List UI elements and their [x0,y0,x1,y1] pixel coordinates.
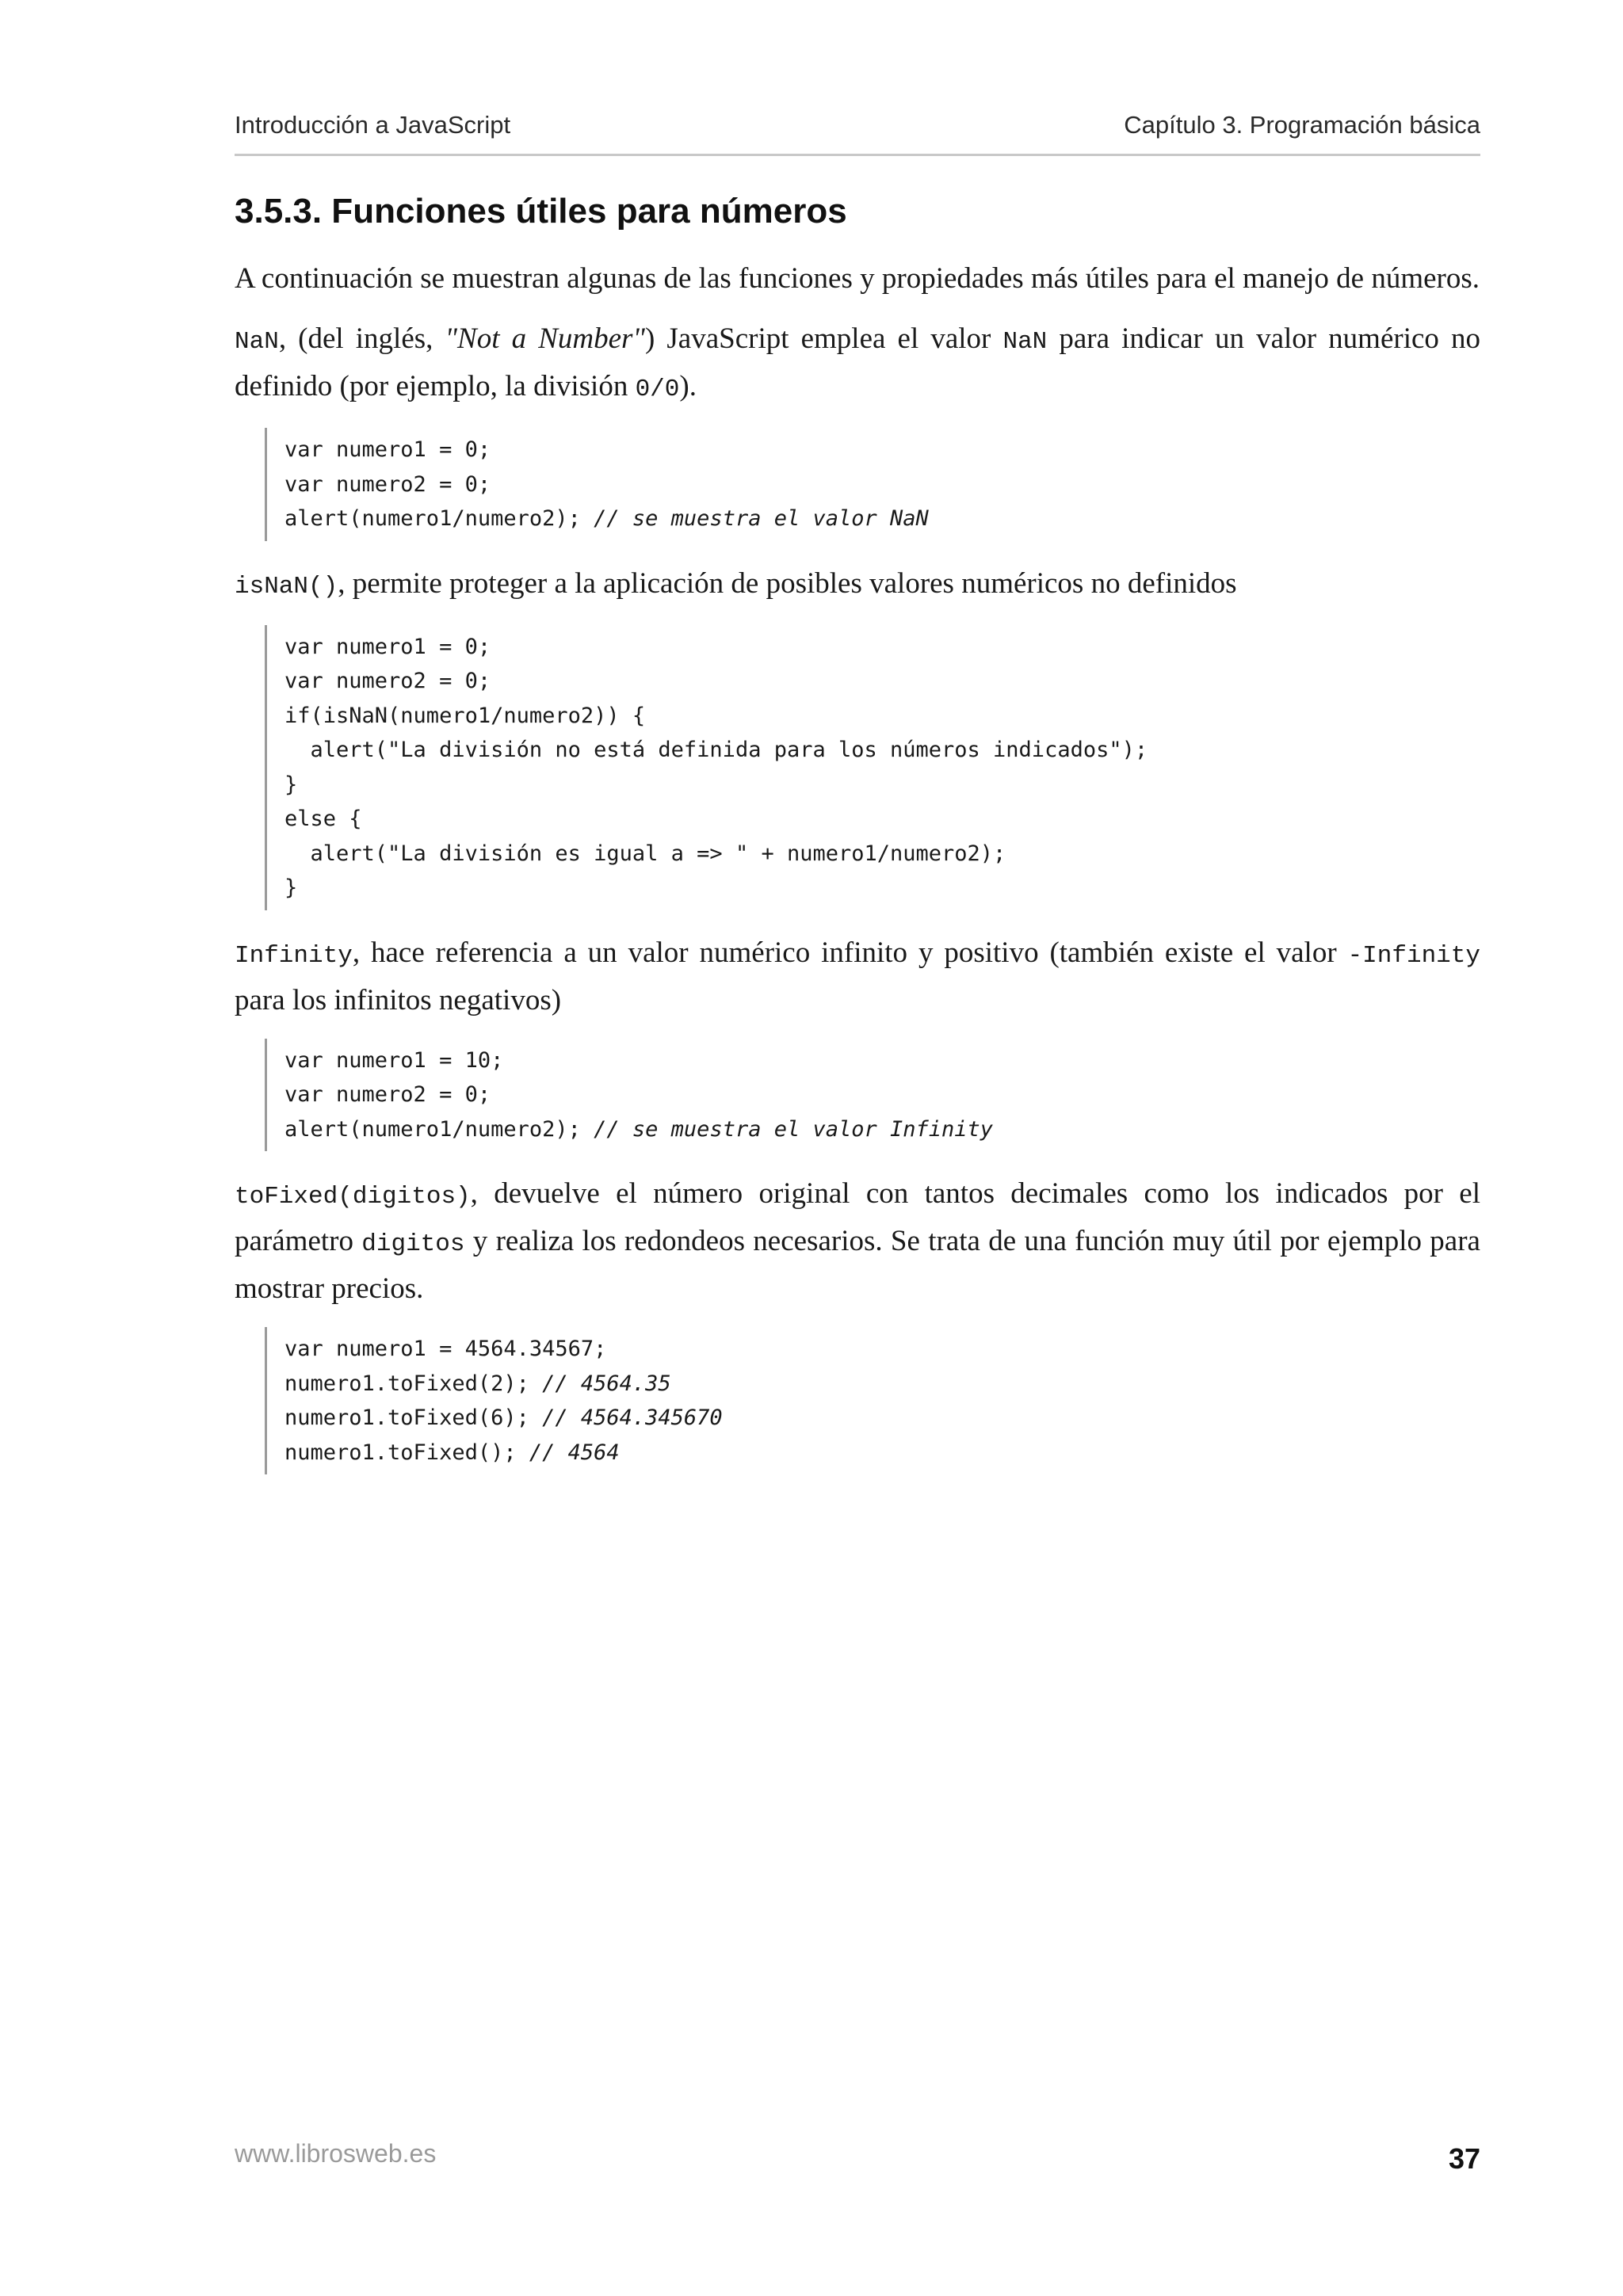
infinity-term: Infinity [235,941,353,970]
nan-paragraph [235,317,1480,412]
nan-term: NaN [235,328,279,356]
nan-code-zero-div: 0/0 [635,376,680,403]
footer-url: www.librosweb.es [235,2139,437,2168]
isnan-term: isNaN() [235,572,338,601]
section-title: 3.5.3. Funciones útiles para números [235,192,847,231]
nan-text-3: para indicar un valor numérico no definido (por ejemplo, la división [235,322,1481,402]
intro-paragraph: A continuación se muestran algunas de las funciones y propiedades más útiles para el manejo de números. [235,262,1480,295]
code-line [285,1367,1480,1402]
digitos-term: digitos [361,1230,465,1258]
code-line: } [285,772,298,797]
code-block-isnan [265,625,1480,910]
isnan-paragraph [235,562,1480,609]
code-line: } [285,875,298,900]
infinity-text-1: , hace referencia a un valor numérico infinito y positivo (también existe el valor [352,936,1348,969]
tofixed-text-1: , devuelve el número original con tantos decimales como los indicados por el parámetro [235,1177,1480,1257]
negative-infinity-term: -Infinity [1347,941,1480,970]
code-line: var numero2 = 0; [285,471,491,497]
isnan-text: , permite proteger a la aplicación de posibles valores numéricos no definidos [338,566,1237,600]
code-line [285,502,1480,536]
code-line: alert("La división es igual a => " + numero1/numero2); [285,841,1006,866]
code-line: alert("La división no está definida para los números indicados"); [285,738,1148,762]
nan-text-1: , (del inglés, [278,322,445,355]
header-chapter-title: Capítulo 3. Programación básica [1124,111,1480,139]
code-text: numero1.toFixed(); [285,1440,529,1465]
code-text: alert(numero1/numero2); [285,1116,594,1142]
code-line: if(isNaN(numero1/numero2)) { [285,703,646,728]
code-line: var numero1 = 0; [285,634,491,659]
infinity-paragraph [235,931,1480,1023]
code-line: var numero1 = 0; [285,437,491,462]
code-text: numero1.toFixed(6); [285,1405,543,1430]
code-line: var numero1 = 4564.34567; [285,1337,607,1361]
code-comment: // 4564.35 [542,1371,671,1396]
code-comment: // 4564 [529,1440,620,1465]
code-comment: // 4564.345670 [542,1405,723,1430]
running-header [235,109,1480,156]
code-line: var numero1 = 10; [285,1047,504,1073]
code-block-nan [265,428,1480,541]
code-line [285,1401,1480,1436]
nan-text-2: ) JavaScript emplea el valor [644,322,1003,355]
tofixed-text-2: y realiza los redondeos necesarios. Se trata de una función muy útil por ejemplo para mostrar precios. [235,1225,1480,1305]
code-line: var numero2 = 0; [285,669,491,693]
infinity-text-2: para los infinitos negativos) [235,983,562,1016]
code-line: else { [285,807,362,831]
nan-text-4: ). [679,370,697,402]
code-line: var numero2 = 0; [285,1082,491,1107]
tofixed-paragraph [235,1172,1480,1311]
code-line [285,1436,1480,1470]
code-block-tofixed [265,1327,1480,1474]
code-comment: // se muestra el valor NaN [594,506,929,531]
page-number: 37 [1448,2142,1480,2175]
code-line [285,1112,1480,1147]
code-comment: // se muestra el valor Infinity [594,1116,994,1142]
tofixed-term: toFixed(digitos) [235,1183,471,1211]
nan-term-2: NaN [1002,328,1048,356]
header-book-title: Introducción a JavaScript [235,111,511,139]
nan-italic: "Not a Number" [445,322,645,355]
code-block-infinity [265,1039,1480,1152]
page-content [235,192,1480,1495]
code-text: alert(numero1/numero2); [285,506,594,531]
code-text: numero1.toFixed(2); [285,1371,543,1396]
